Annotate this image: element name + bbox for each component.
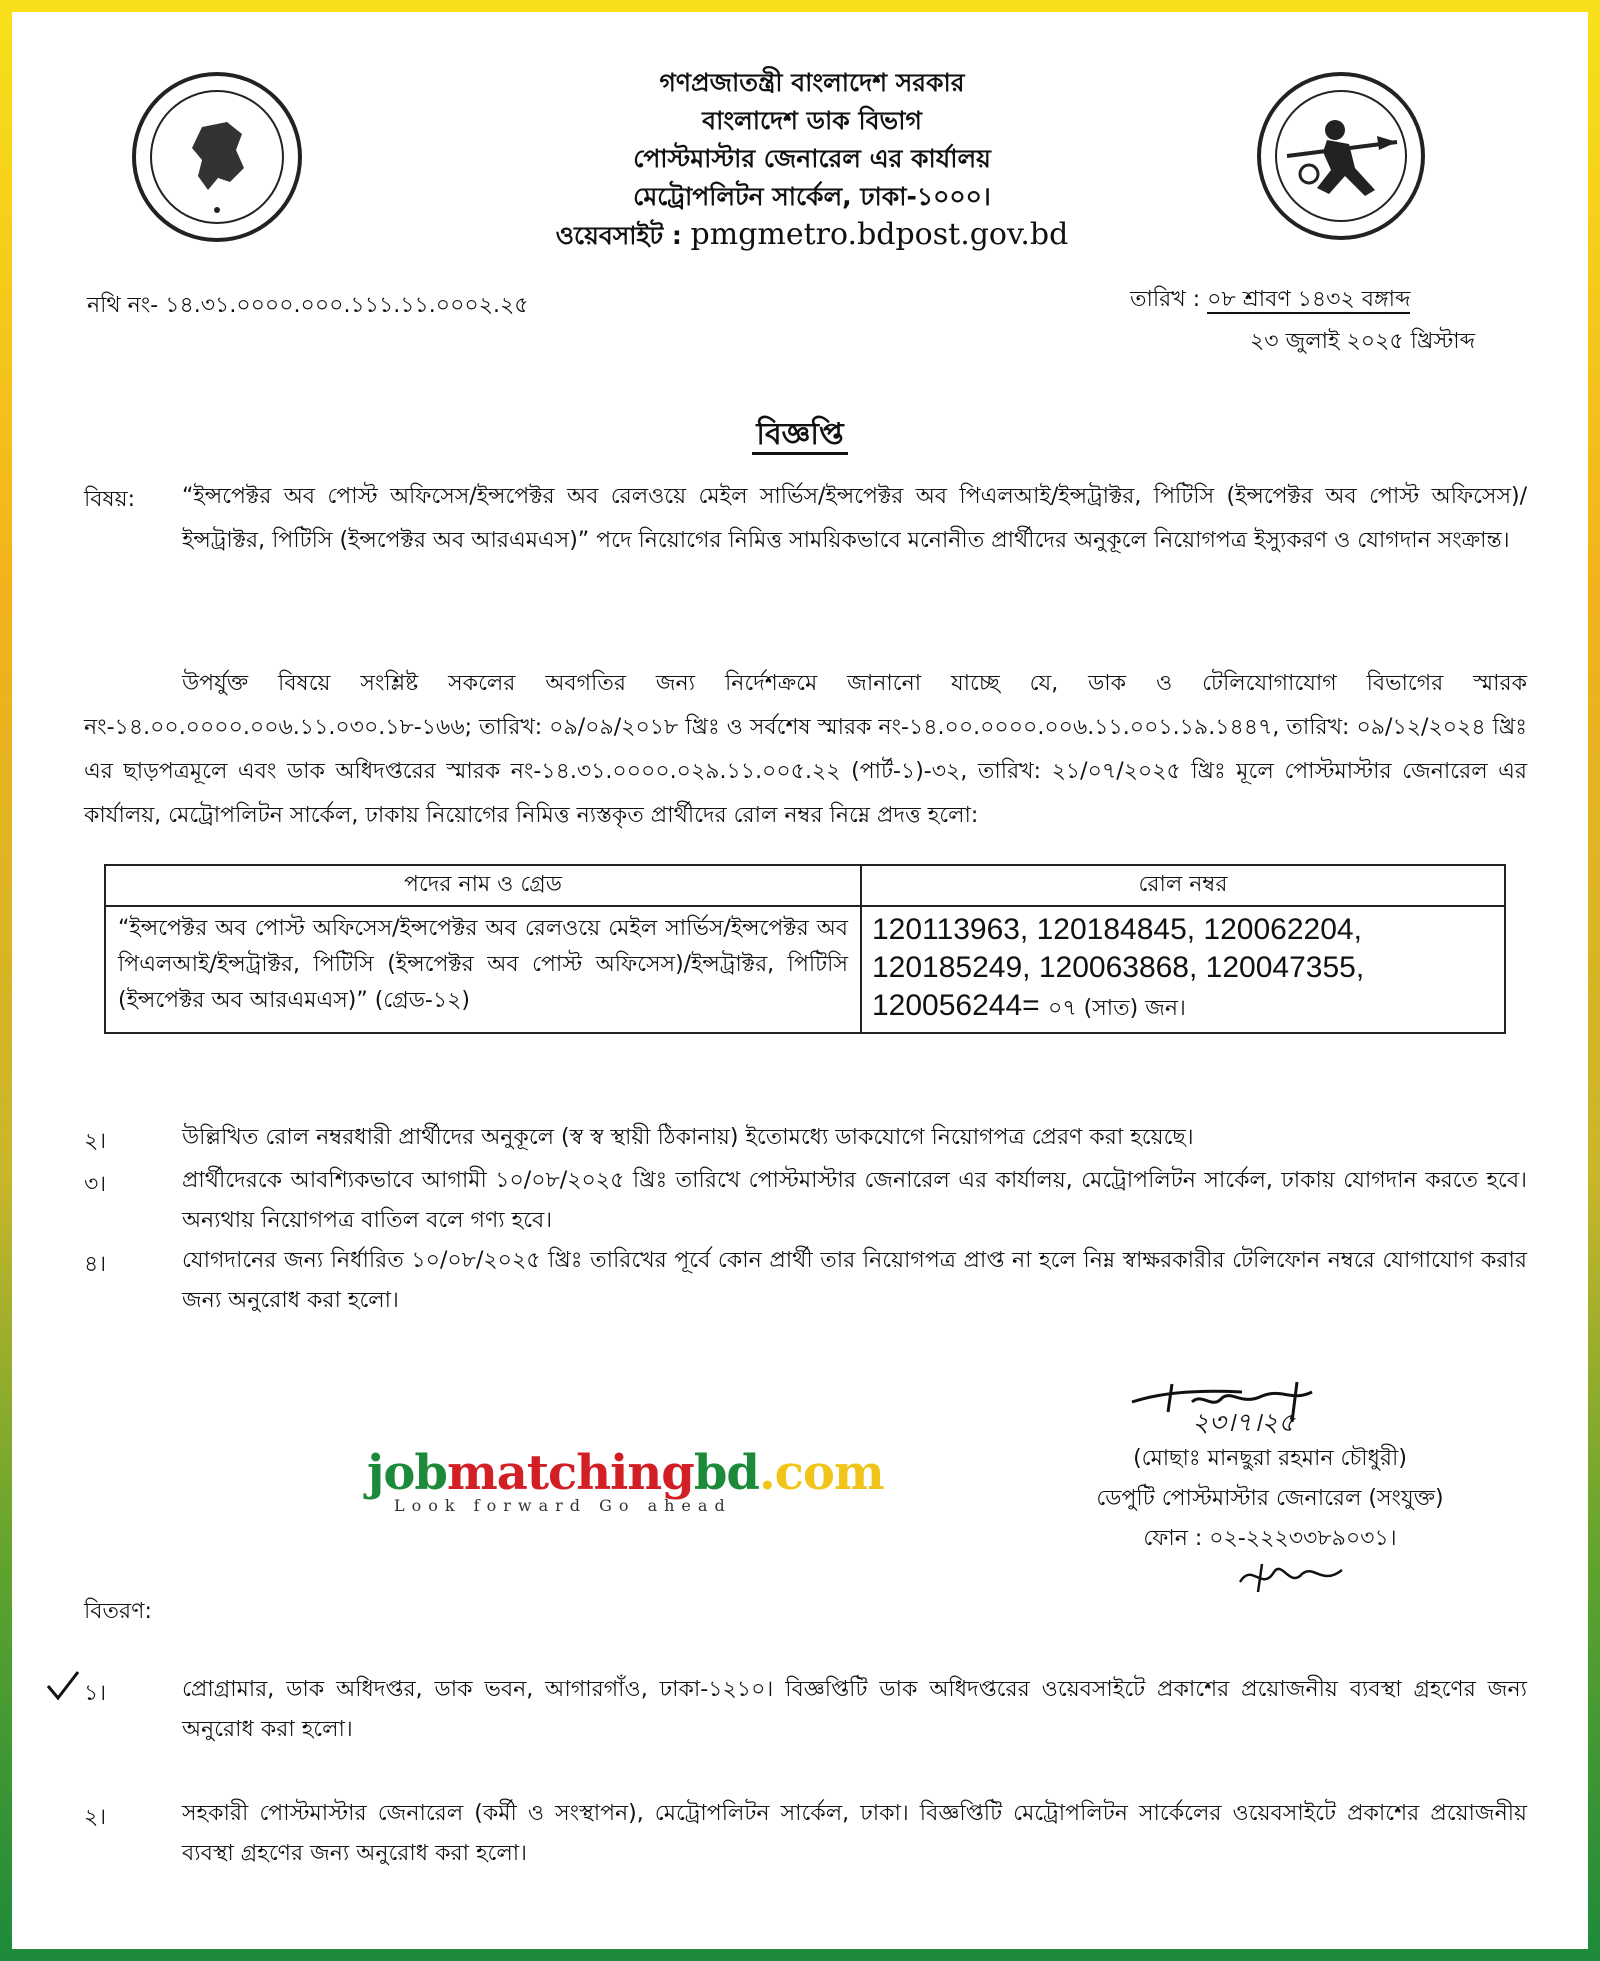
subject-text: “ইন্সপেক্টর অব পোস্ট অফিসেস/ইন্সপেক্টর অব রেলওয়ে মেইল সার্ভিস/ইন্সপেক্টর অব পিএলআই/ইন্সট্রাক্টর, পিটিসি (ইন্সপেক্টর অব পোস্ট অফিসেস)/ইন্সট্রাক্টর, পিটিসি (ইন্সপেক্টর অব আরএমএস)” পদে নিয়োগের নিমিত্ত সাময়িকভাবে মনোনীত প্রার্থীদের অনুকূলে নিয়োগপত্র ইস্যুকরণ ও যোগদান সংক্রান্ত। (182, 484, 1527, 553)
signature-date: ২৩।৭।২৫ (1192, 1408, 1296, 1438)
check-mark-icon (44, 1666, 84, 1706)
distribution-number: ১। (84, 1681, 107, 1706)
header-office: পোস্টমাস্টার জেনারেল এর কার্যালয় (633, 144, 991, 173)
memo-number: নথি নং- ১৪.৩১.০০০০.০০০.১১১.১১.০০০২.২৫ (87, 293, 529, 318)
table-row (105, 906, 1505, 1033)
signatory-designation: ডেপুটি পোস্টমাস্টার জেনারেল (সংযুক্ত) (1096, 1486, 1444, 1511)
watermark-logo: jobmatchingbd.com (367, 1445, 884, 1501)
point-number: ২। (84, 1129, 107, 1154)
table-header-post: পদের নাম ও গ্রেড (105, 865, 861, 906)
roll-numbers-cell (861, 906, 1505, 1033)
point-number: ৪। (84, 1252, 107, 1277)
watermark-tagline: Look forward Go ahead (394, 1496, 732, 1515)
roll-line-2: 120185249, 120063868, 120047355, (872, 951, 1365, 984)
government-seal-icon (132, 72, 302, 242)
distribution-label: বিতরণ: (84, 1599, 152, 1624)
header-govt-name: গণপ্রজাতন্ত্রী বাংলাদেশ সরকার (659, 68, 965, 97)
header-circle: মেট্রোপলিটন সার্কেল, ঢাকা-১০০০। (633, 182, 991, 211)
point-text: যোগদানের জন্য নির্ধারিত ১০/০৮/২০২৫ খ্রিঃ তারিখের পূর্বে কোন প্রার্থী তার নিয়োগপত্র প্রাপ্ত না হলে নিম্ন স্বাক্ষরকারীর টেলিফোন নম্বরে যোগাযোগ করার জন্য অনুরোধ করা হলো। (182, 1248, 1527, 1313)
postal-department-emblem-icon (1257, 72, 1425, 240)
website-url[interactable]: pmgmetro.bdpost.gov.bd (690, 217, 1069, 252)
website-label: ওয়েবসাইট : (555, 221, 682, 250)
point-text: প্রার্থীদেরকে আবশ্যিকভাবে আগামী ১০/০৮/২০২৫ খ্রিঃ তারিখে পোস্টমাস্টার জেনারেল এর কার্যালয়, মেট্রোপলিটন সার্কেল, ঢাকায় যোগদান করতে হবে। অন্যথায় নিয়োগপত্র বাতিল বলে গণ্য হবে। (182, 1168, 1527, 1233)
roll-line-1: 120113963, 120184845, 120062204, (872, 913, 1362, 946)
document-sheet (12, 12, 1588, 1949)
subject-label: বিষয়: (84, 487, 136, 512)
roll-count: ০৭ (সাত) জন। (1048, 996, 1186, 1021)
roll-number-table (104, 864, 1506, 1034)
initials-icon (1232, 1552, 1352, 1602)
point-number: ৩। (84, 1172, 107, 1197)
table-header-roll: রোল নম্বর (861, 865, 1505, 906)
distribution-text: সহকারী পোস্টমাস্টার জেনারেল (কর্মী ও সংস্থাপন), মেট্রোপলিটন সার্কেল, ঢাকা। বিজ্ঞপ্তিটি মেট্রোপলিটন সার্কেলের ওয়েবসাইটে প্রকাশের প্রয়োজনীয় ব্যবস্থা গ্রহণের জন্য অনুরোধ করা হলো। (182, 1801, 1527, 1866)
date-bangla-line (1130, 282, 1410, 319)
point-text: উল্লিখিত রোল নম্বরধারী প্রার্থীদের অনুকূলে (স্ব স্ব স্থায়ী ঠিকানায়) ইতোমধ্যে ডাকযোগে নিয়োগপত্র প্রেরণ করা হয়েছে। (182, 1125, 1194, 1150)
notice-title: বিজ্ঞপ্তি (12, 410, 1588, 461)
distribution-number: ২। (84, 1805, 107, 1830)
header-website (412, 216, 1212, 255)
signatory-name: (মোছাঃ মানছুরা রহমান চৌধুরী) (1133, 1446, 1407, 1471)
post-name-cell: “ইন্সপেক্টর অব পোস্ট অফিসেস/ইন্সপেক্টর অব রেলওয়ে মেইল সার্ভিস/ইন্সপেক্টর অব পিএলআই/ইন্সট্রাক্টর, পিটিসি (ইন্সপেক্টর অব পোস্ট অফিসেস)/ইন্সট্রাক্টর, পিটিসি (ইন্সপেক্টর অব আরএমএস)” (গ্রেড-১২) (105, 906, 861, 1033)
distribution-text: প্রোগ্রামার, ডাক অধিদপ্তর, ডাক ভবন, আগারগাঁও, ঢাকা-১২১০। বিজ্ঞপ্তিটি ডাক অধিদপ্তরের ওয়েবসাইটে প্রকাশের প্রয়োজনীয় ব্যবস্থা গ্রহণের জন্য অনুরোধ করা হলো। (182, 1677, 1527, 1742)
signatory-phone: ফোন : ০২-২২২৩৩৮৯০৩১। (1143, 1526, 1397, 1551)
body-paragraph: উপর্যুক্ত বিষয়ে সংশ্লিষ্ট সকলের অবগতির জন্য নির্দেশক্রমে জানানো যাচ্ছে যে, ডাক ও টেলিযোগাযোগ বিভাগের স্মারক নং-১৪.০০.০০০০.০০৬.১১.০৩০.১৮-১৬৬; তারিখ: ০৯/০৯/২০১৮ খ্রিঃ ও সর্বশেষ স্মারক নং-১৪.০০.০০০০.০০৬.১১.০০১.১৯.১৪৪৭, তারিখ: ০৯/১২/২০২৪ খ্রিঃ এর ছাড়পত্রমূলে এবং ডাক অধিদপ্তরের স্মারক নং-১৪.৩১.০০০০.০২৯.১১.০০৫.২২ (পার্ট-১)-৩২, তারিখ: ২১/০৭/২০২৫ খ্রিঃ মূলে পোস্টমাস্টার জেনারেল এর কার্যালয়, মেট্রোপলিটন সার্কেল, ঢাকায় নিয়োগের নিমিত্ত ন্যস্তকৃত প্রার্থীদের রোল নম্বর নিম্নে প্রদত্ত হলো: (84, 671, 1528, 828)
date-label: তারিখ : (1130, 287, 1201, 312)
roll-line-3: 120056244= ০৭ (সাত) জন। (872, 989, 1186, 1022)
header-department: বাংলাদেশ ডাক বিভাগ (702, 106, 922, 135)
date-english: ২৩ জুলাই ২০২৫ খ্রিস্টাব্দ (1250, 329, 1476, 354)
date-bangla: ০৮ শ্রাবণ ১৪৩২ বঙ্গাব্দ (1207, 287, 1411, 312)
signatory-block (1060, 1439, 1480, 1559)
